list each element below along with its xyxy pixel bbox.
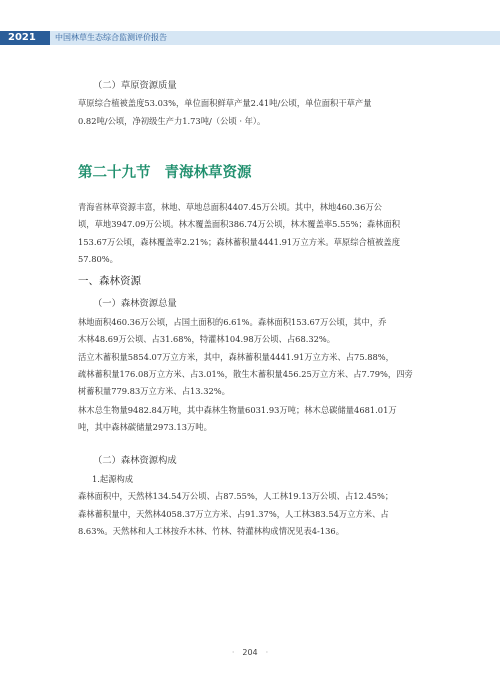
paragraph-line: 林地面积460.36万公顷，占国土面积的6.61%。森林面积153.67万公顷，其中，乔 [78, 317, 387, 327]
origin-subheading: 1.起源构成 [92, 474, 134, 484]
section-name: 青海林草资源 [164, 165, 252, 181]
section-title [78, 163, 252, 183]
paragraph-line: 树蓄积量779.83万立方米、占13.32%。 [78, 386, 230, 396]
page-footer [0, 648, 500, 657]
paragraph-line: 8.63%。天然林和人工林按乔木林、竹林、特灌林构成情况见表4-136。 [78, 526, 344, 536]
forest-heading: 一、森林资源 [78, 275, 141, 287]
running-header [0, 31, 500, 45]
paragraph-line: 草原综合植被盖度53.03%，单位面积鲜草产量2.41吨/公顷，单位面积干草产量 [78, 98, 372, 108]
footer-dot-icon: · [265, 648, 269, 657]
paragraph-line: 活立木蓄积量5854.07万立方米，其中，森林蓄积量4441.91万立方米、占75.88%， [78, 352, 394, 362]
forest-total-heading: （一）森林资源总量 [93, 298, 177, 309]
paragraph-line: 森林蓄积量中，天然林4058.37万立方米、占91.37%，人工林383.54万立方米、占 [78, 509, 389, 519]
paragraph-line: 57.80%。 [78, 254, 118, 264]
paragraph-line: 青海省林草资源丰富，林地、草地总面积4407.45万公顷。其中，林地460.36万公 [78, 202, 382, 212]
paragraph-line: 森林面积中，天然林134.54万公顷、占87.55%，人工林19.13万公顷、占12.45%； [78, 491, 394, 501]
paragraph-line: 木林48.69万公顷、占31.68%，特灌林104.98万公顷、占68.32%。 [78, 334, 336, 344]
grassland-quality-heading: （二）草原资源质量 [93, 80, 177, 91]
paragraph-line: 0.82吨/公顷，净初级生产力1.73吨/（公顷 · 年）。 [78, 116, 266, 126]
paragraph-line: 153.67万公顷，森林覆盖率2.21%；森林蓄积量4441.91万立方米。草原综合植被盖度 [78, 237, 401, 247]
footer-dot-icon: · [231, 648, 235, 657]
paragraph-line: 林木总生物量9482.84万吨，其中森林生物量6031.93万吨；林木总碳储量4681.01万 [78, 405, 397, 415]
paragraph-line: 吨，其中森林碳储量2973.13万吨。 [78, 422, 212, 432]
header-year: 2021 [0, 31, 50, 45]
header-title: 中国林草生态综合监测评价报告 [50, 31, 500, 45]
paragraph-line: 顷，草地3947.09万公顷。林木覆盖面积386.74万公顷，林木覆盖率5.55%；森林面积 [78, 219, 401, 229]
forest-composition-heading: （二）森林资源构成 [93, 455, 177, 466]
paragraph-line: 疏林蓄积量176.08万立方米、占3.01%，散生木蓄积量456.25万立方米、占7.79%，四旁 [78, 369, 413, 379]
section-number: 第二十九节 [78, 165, 151, 181]
page-number: 204 [242, 648, 258, 657]
